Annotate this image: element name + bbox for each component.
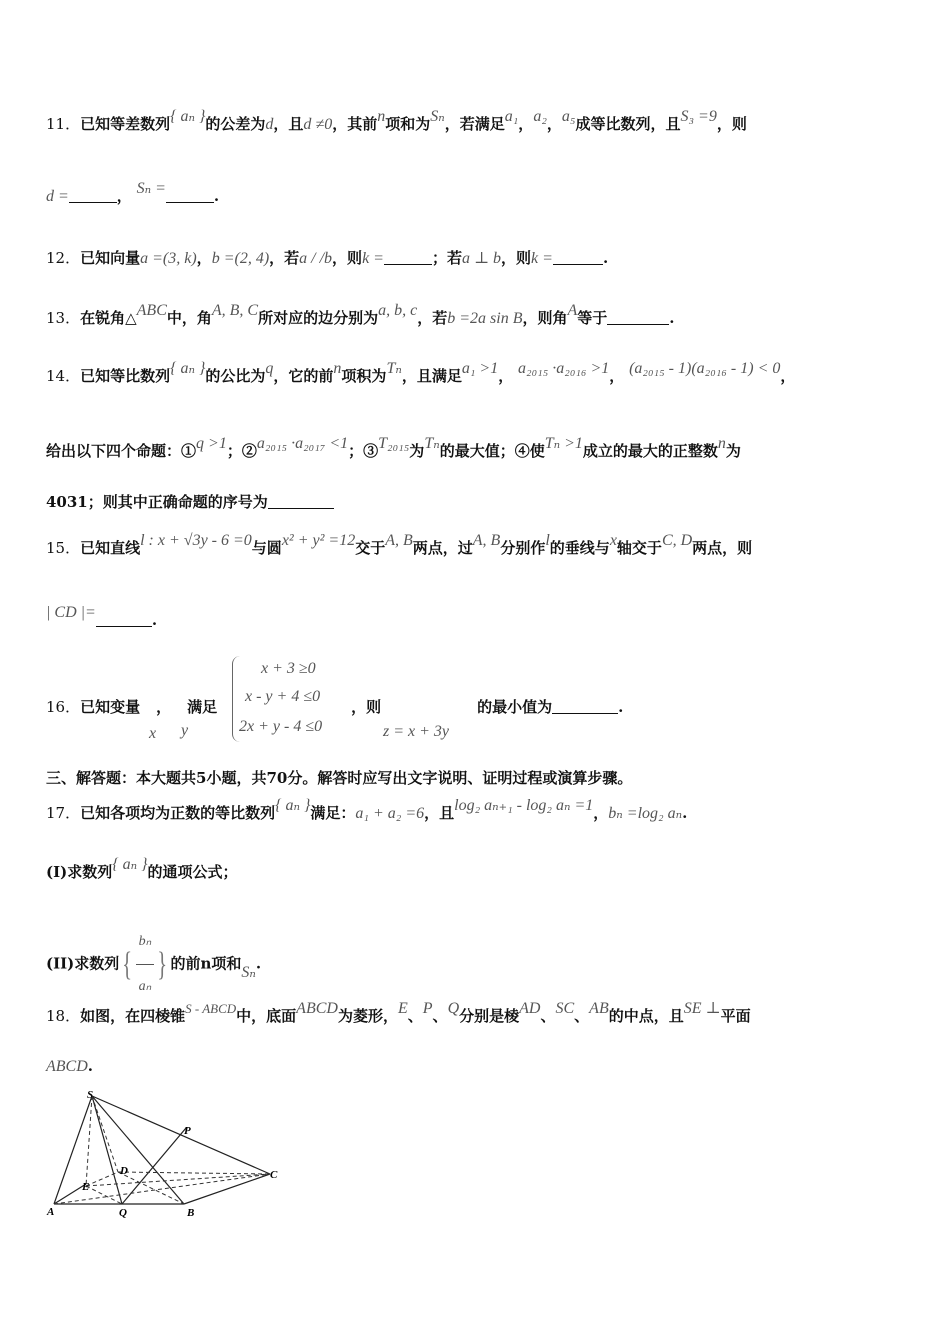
q13-line: 13．在锐角△ABC中，角A, B, C所对应的边分别为a, b, c，若b =2a sin B，则角A等于 .	[46, 302, 675, 327]
constraint-2: x - y + 4 ≤0	[245, 688, 321, 705]
edge-ED	[86, 1172, 118, 1186]
objective-z: z = x + 3y	[383, 723, 450, 740]
label-E: E	[82, 1181, 90, 1193]
q15-line1: 15．已知直线l : x + √3y - 6 =0与圆x² + y² =12交于A, B两点，过A, B分别作l的垂线与x轴交于C, D两点，则	[46, 532, 753, 557]
segment-QP	[122, 1128, 186, 1204]
constraint-1: x + 3 ≥0	[261, 660, 316, 677]
constraint-3: 2x + y - 4 ≤0	[239, 718, 323, 735]
constraint-system	[232, 656, 363, 742]
edge-SB	[92, 1096, 184, 1204]
q17-part2: (II)求数列{ $\frac{\text{bₙ}}{\text{aₙ}}$ } 的前n项和Sₙ.	[46, 920, 261, 1009]
q11-line2: d = ， Sₙ = .	[46, 180, 220, 205]
label-A: A	[47, 1206, 55, 1218]
answer-blank	[552, 699, 618, 714]
q11-line1: 11．已知等差数列{ aₙ }的公差为d，且d ≠0，其前n项和为Sₙ，若满足a₁，a₂，a₅成等比数列，且S₃ =9，则	[46, 108, 747, 133]
label-D: D	[120, 1165, 128, 1177]
label-B: B	[187, 1207, 195, 1219]
label-S: S	[87, 1089, 94, 1101]
q14-line3: 4031；则其中正确命题的序号为	[46, 492, 334, 512]
section-heading: 三、解答题：本大题共5小题，共70分。解答时应写出文字说明、证明过程或演算步骤。	[46, 769, 633, 787]
q17-part1: (I)求数列{ aₙ }的通项公式；	[46, 856, 238, 881]
edge-SD	[92, 1096, 118, 1172]
q15-line2: | CD |= .	[46, 604, 158, 629]
q18-line2: ABCD.	[46, 1057, 94, 1075]
answer-blank	[607, 310, 669, 325]
pyramid-figure	[44, 1088, 294, 1222]
var-y: y	[181, 722, 189, 739]
q14-line1: 14．已知等比数列{ aₙ }的公比为q，它的前n项积为Tₙ，且满足a₁ >1， a₂₀₁₅ ·a₂₀₁₆ >1， (a₂₀₁₅ - 1)(a₂₀₁₆ - 1) < 0，	[46, 360, 796, 385]
answer-blank	[553, 250, 603, 265]
answer-blank	[69, 188, 117, 203]
q16-line: 16．已知变量 ， 满足 ，则 的最小值为 .	[46, 698, 624, 716]
label-P: P	[184, 1125, 191, 1137]
answer-blank	[166, 188, 214, 203]
answer-blank	[268, 494, 334, 509]
edge-DC	[118, 1172, 270, 1174]
answer-blank	[96, 612, 152, 627]
fraction-bn-an: $\frac{\text{bₙ}}{\text{aₙ}}$	[136, 920, 155, 1009]
q14-line2: 给出以下四个命题：①q >1；②a₂₀₁₅ ·a₂₀₁₇ <1；③T₂₀₁₅为Tₙ的最大值；④使Tₙ >1成立的最大的正整数n为	[46, 435, 741, 460]
label-Q: Q	[119, 1207, 127, 1219]
answer-blank	[384, 250, 432, 265]
q12-line: 12．已知向量a =(3, k)，b =(2, 4)，若a / /b，则k = ；若a ⊥ b，则k = .	[46, 249, 609, 267]
edge-BC	[184, 1174, 270, 1204]
q18-line1: 18．如图，在四棱锥S - ABCD中，底面ABCD为菱形，E、P、Q分别是棱AD、SC、AB的中点，且SE ⊥平面	[46, 1000, 751, 1025]
edge-SQ	[92, 1096, 122, 1204]
q17-line: 17．已知各项均为正数的等比数列{ aₙ }满足：a₁ + a₂ =6，且log₂ aₙ₊₁ - log₂ aₙ =1，bₙ =log₂ aₙ.	[46, 797, 688, 822]
var-x: x	[149, 725, 157, 742]
edge-SC	[92, 1096, 270, 1174]
label-C: C	[270, 1169, 278, 1181]
